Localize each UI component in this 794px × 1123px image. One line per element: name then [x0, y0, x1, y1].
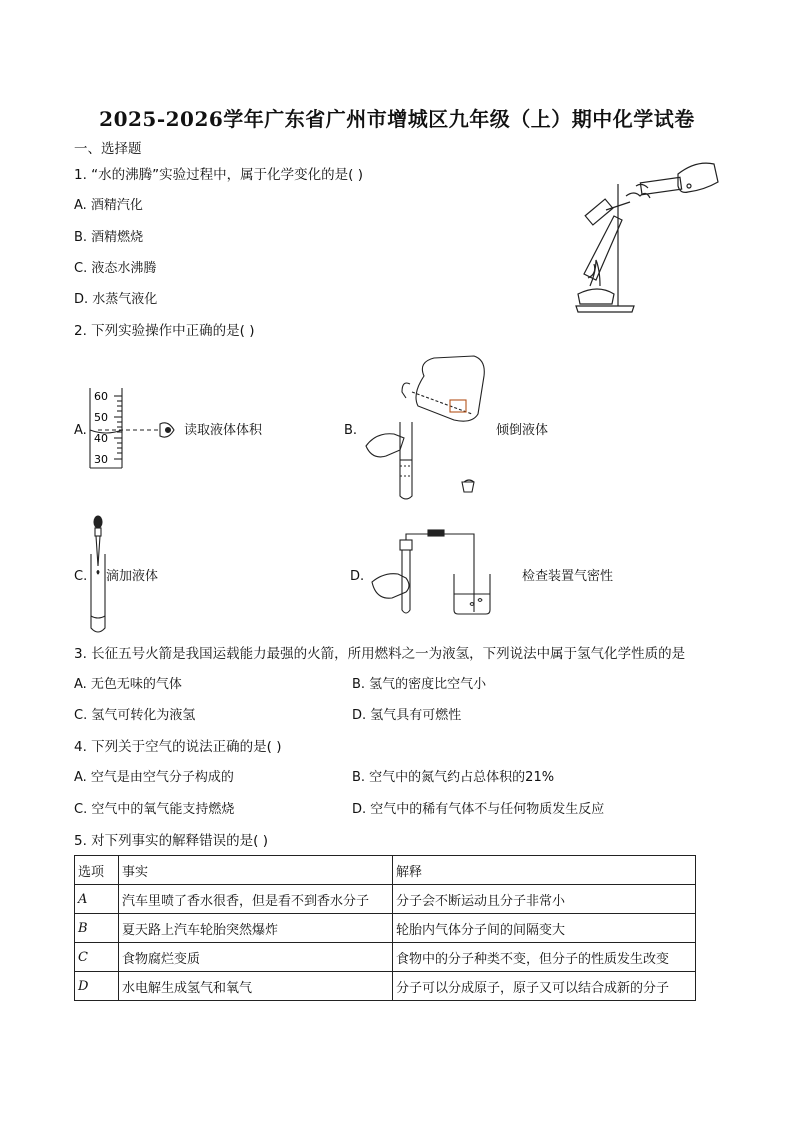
row-fact: 食物腐烂变质	[119, 943, 393, 972]
q4-option-a: A. 空气是由空气分子构成的	[74, 770, 234, 785]
q5-stem: 5. 对下列事实的解释错误的是( )	[74, 833, 268, 849]
q1-option-d: D. 水蒸气液化	[74, 292, 158, 307]
tick-label-50: 50	[94, 411, 108, 424]
row-explanation: 分子可以分成原子，原子又可以结合成新的分子	[393, 972, 696, 1001]
q1-option-b: B. 酒精燃烧	[74, 230, 144, 245]
facts-table	[74, 855, 696, 1001]
q2-option-c-letter: C.	[74, 569, 88, 584]
q3-option-d: D. 氢气具有可燃性	[352, 708, 462, 723]
tick-label-60: 60	[94, 390, 108, 403]
table-row	[75, 885, 696, 914]
airtightness-check-figure	[370, 528, 500, 618]
row-option: B	[75, 914, 119, 943]
page-title: 2025-2026学年广东省广州市增城区九年级（上）期中化学试卷	[99, 107, 695, 131]
q2-option-d-letter: D.	[350, 569, 365, 584]
q4-stem: 4. 下列关于空气的说法正确的是( )	[74, 739, 282, 755]
boiling-apparatus-figure	[566, 156, 721, 316]
row-option: D	[75, 972, 119, 1001]
table-row	[75, 943, 696, 972]
q2-option-b-label: 倾倒液体	[496, 423, 549, 438]
row-explanation: 分子会不断运动且分子非常小	[393, 885, 696, 914]
header-fact: 事实	[119, 856, 393, 885]
q2-option-c-label: 滴加液体	[106, 569, 159, 584]
table-row	[75, 914, 696, 943]
q2-stem: 2. 下列实验操作中正确的是( )	[74, 323, 255, 339]
row-fact: 夏天路上汽车轮胎突然爆炸	[119, 914, 393, 943]
q2-option-b-letter: B.	[344, 423, 358, 438]
q3-option-b: B. 氢气的密度比空气小	[352, 677, 487, 692]
section-heading: 一、选择题	[74, 141, 142, 157]
q4-option-c: C. 空气中的氧气能支持燃烧	[74, 802, 235, 817]
table-header-row	[75, 856, 696, 885]
q2-option-d-label: 检查装置气密性	[522, 569, 614, 584]
q3-option-a: A. 无色无味的气体	[74, 677, 182, 692]
q1-stem: 1. “水的沸腾”实验过程中，属于化学变化的是( )	[74, 167, 363, 183]
row-option: A	[75, 885, 119, 914]
q4-option-b: B. 空气中的氮气约占总体积的21%	[352, 770, 555, 785]
pouring-liquid-figure	[364, 356, 494, 500]
q1-option-c: C. 液态水沸腾	[74, 261, 157, 276]
q4-option-d: D. 空气中的稀有气体不与任何物质发生反应	[352, 802, 605, 817]
q3-stem: 3. 长征五号火箭是我国运载能力最强的火箭，所用燃料之一为液氢，下列说法中属于氢气化学性质的是	[74, 646, 686, 662]
header-explanation: 解释	[393, 856, 696, 885]
row-option: C	[75, 943, 119, 972]
tick-label-40: 40	[94, 432, 108, 445]
table-row	[75, 972, 696, 1001]
graduated-cylinder-figure	[88, 386, 178, 470]
row-explanation: 食物中的分子种类不变，但分子的性质发生改变	[393, 943, 696, 972]
tick-label-30: 30	[94, 453, 108, 466]
q3-option-c: C. 氢气可转化为液氢	[74, 708, 196, 723]
q2-option-a-label: 读取液体体积	[184, 423, 263, 438]
header-option: 选项	[75, 856, 119, 885]
row-fact: 水电解生成氢气和氧气	[119, 972, 393, 1001]
q1-option-a: A. 酒精汽化	[74, 198, 143, 213]
q2-option-a-letter: A.	[74, 423, 87, 438]
row-fact: 汽车里喷了香水很香，但是看不到香水分子	[119, 885, 393, 914]
row-explanation: 轮胎内气体分子间的间隔变大	[393, 914, 696, 943]
